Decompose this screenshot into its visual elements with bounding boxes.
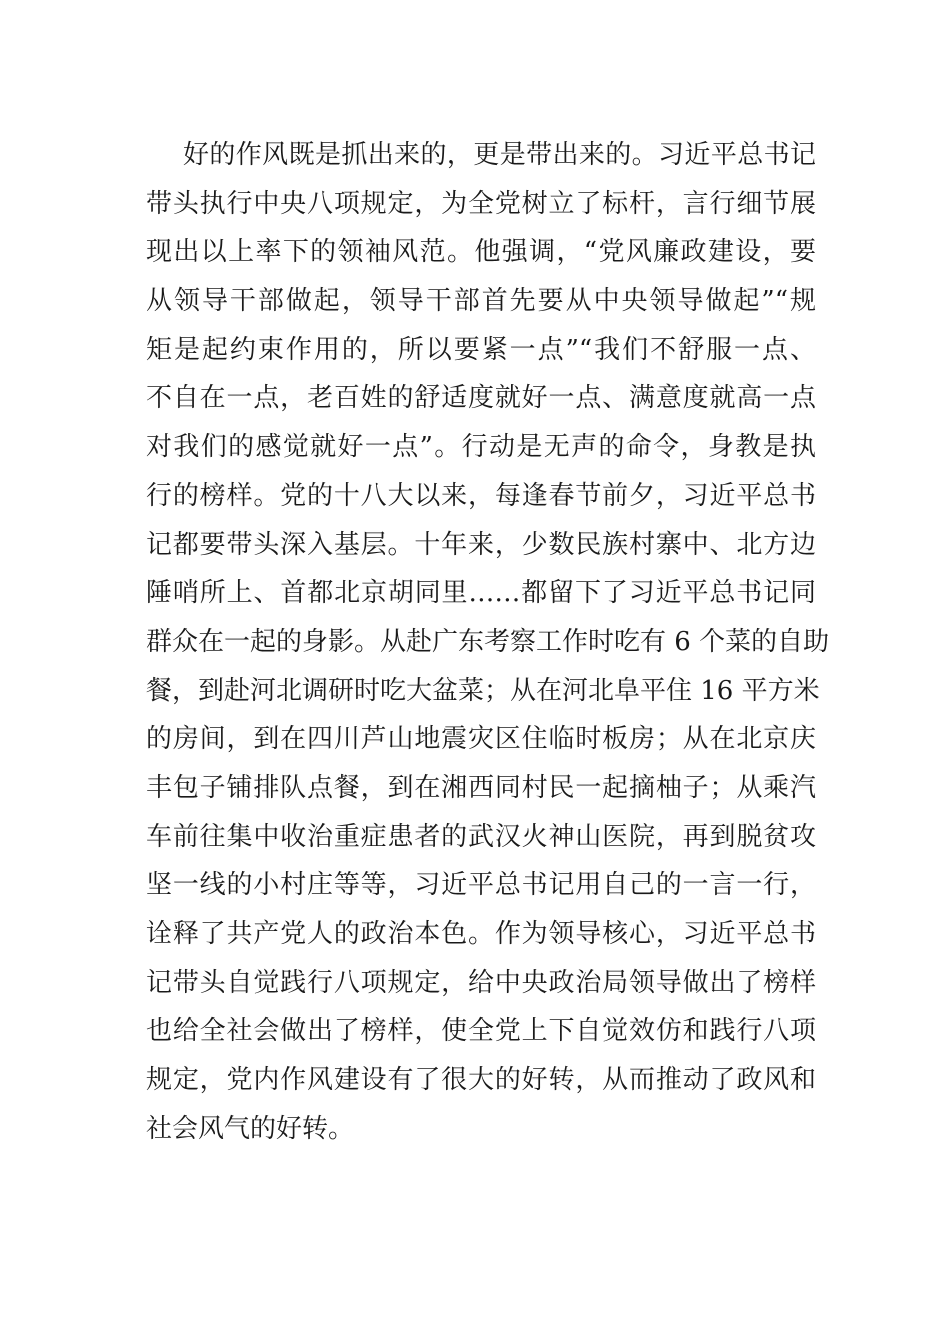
paragraph-line-6: 不自在一点，老百姓的舒适度就好一点、满意度就高一点 — [146, 383, 816, 414]
paragraph-line-10: 陲哨所上、首都北京胡同里……都留下了习近平总书记同 — [146, 578, 816, 609]
paragraph-line-13: 的房间，到在四川芦山地震灾区住临时板房；从在北京庆 — [146, 724, 816, 755]
paragraph-line-19: 也给全社会做出了榜样，使全党上下自觉效仿和践行八项 — [146, 1016, 816, 1047]
paragraph-line-17: 诠释了共产党人的政治本色。作为领导核心，习近平总书 — [146, 919, 816, 949]
paragraph-line-5: 矩是起约束作用的，所以要紧一点”“我们不舒服一点、 — [146, 334, 816, 365]
body-paragraph — [146, 131, 830, 1153]
paragraph-line-21: 社会风气的好转。 — [146, 1113, 355, 1144]
paragraph-line-8: 行的榜样。党的十八大以来，每逢春节前夕，习近平总书 — [146, 480, 816, 511]
paragraph-line-20: 规定，党内作风建设有了很大的好转，从而推动了政风和 — [146, 1065, 816, 1096]
paragraph-line-2: 带头执行中央八项规定，为全党树立了标杆，言行细节展 — [146, 188, 816, 219]
paragraph-line-9: 记都要带头深入基层。十年来，少数民族村寨中、北方边 — [146, 529, 816, 560]
paragraph-line-4: 从领导干部做起，领导干部首先要从中央领导做起”“规 — [146, 286, 816, 317]
paragraph-line-15: 车前往集中收治重症患者的武汉火神山医院，再到脱贫攻 — [146, 821, 816, 852]
paragraph-line-14: 丰包子铺排队点餐，到在湘西同村民一起摘柚子；从乘汽 — [146, 772, 816, 803]
paragraph-line-7: 对我们的感觉就好一点”。行动是无声的命令，身教是执 — [146, 432, 816, 463]
paragraph-line-11: 群众在一起的身影。从赴广东考察工作时吃有 6 个菜的自助 — [146, 626, 830, 657]
paragraph-line-1: 好的作风既是抓出来的，更是带出来的。习近平总书记 — [183, 140, 816, 170]
paragraph-line-18: 记带头自觉践行八项规定，给中央政治局领导做出了榜样 — [146, 967, 816, 998]
paragraph-line-3: 现出以上率下的领袖风范。他强调，“党风廉政建设，要 — [146, 237, 816, 268]
paragraph-line-12: 餐，到赴河北调研时吃大盆菜；从在河北阜平住 16 平方米 — [146, 675, 820, 706]
paragraph-line-16: 坚一线的小村庄等等，习近平总书记用自己的一言一行， — [146, 870, 816, 901]
